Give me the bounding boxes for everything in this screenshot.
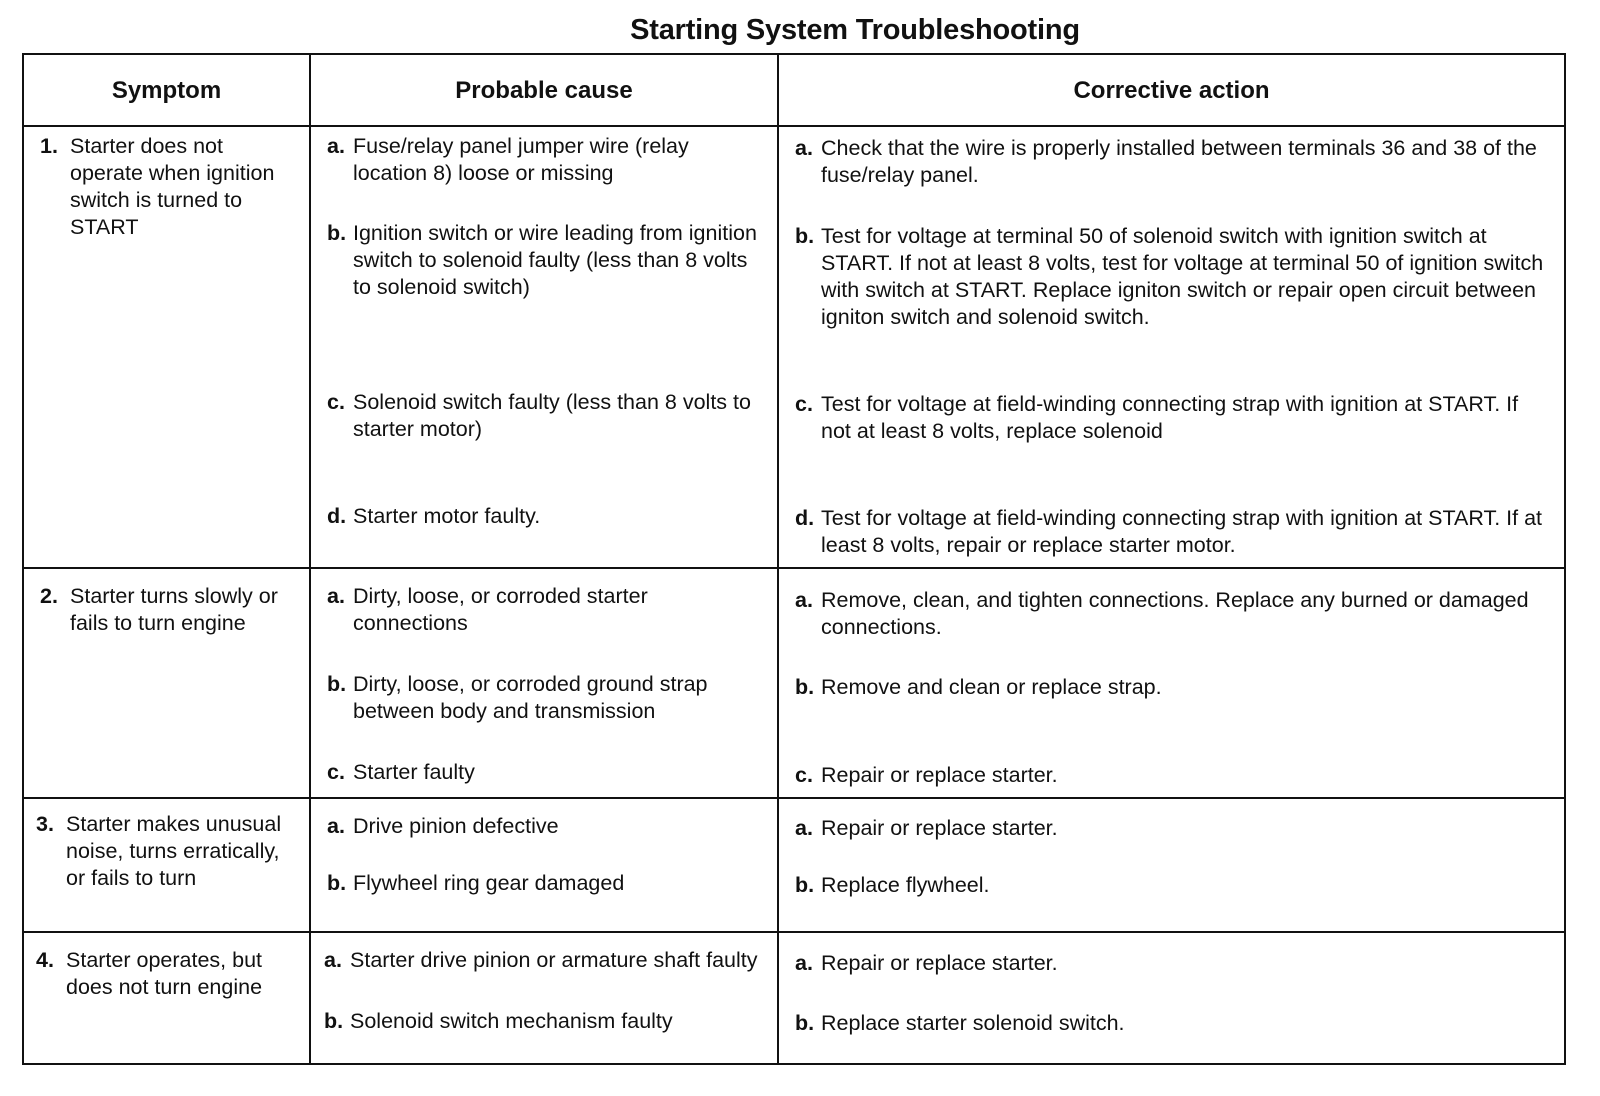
cause-text: Drive pinion defective — [353, 814, 559, 838]
row-divider — [24, 797, 1564, 799]
symptom-text: Starter makes unusual noise, turns erratically, or fails to turn — [66, 812, 282, 890]
action-text: Remove and clean or replace strap. — [821, 675, 1162, 699]
action-text: Check that the wire is properly installed between terminals 36 and 38 of the fuse/relay panel. — [821, 136, 1537, 187]
action-text: Repair or replace starter. — [821, 763, 1058, 787]
item-label: a. — [795, 588, 813, 612]
item-label: c. — [795, 763, 813, 787]
symptom-text: Starter operates, but does not turn engine — [66, 948, 263, 999]
cause-text: Starter drive pinion or armature shaft faulty — [350, 948, 758, 972]
action-cell — [795, 815, 1550, 925]
action-text: Remove, clean, and tighten connections. Replace any burned or damaged connections. — [821, 588, 1529, 639]
cause-text: Ignition switch or wire leading from ignition switch to solenoid faulty (less than 8 volts to solenoid switch) — [353, 221, 757, 299]
cause-text: Solenoid switch faulty (less than 8 volts to starter motor) — [353, 390, 751, 441]
cause-cell — [327, 583, 759, 793]
item-label: d. — [795, 506, 815, 530]
item-label: b. — [795, 224, 815, 248]
header-probable-cause: Probable cause — [455, 77, 633, 104]
item-label: b. — [795, 675, 815, 699]
cause-cell — [327, 813, 759, 925]
symptom-text: Starter turns slowly or fails to turn engine — [70, 584, 278, 635]
action-text: Repair or replace starter. — [821, 951, 1058, 975]
item-label: a. — [327, 134, 345, 158]
action-cell — [795, 950, 1550, 1060]
item-label: b. — [327, 871, 347, 895]
header-symptom: Symptom — [111, 77, 222, 104]
item-label: b. — [327, 672, 347, 696]
header-corrective-action: Corrective action — [1073, 77, 1270, 104]
item-label: c. — [327, 390, 345, 414]
cause-cell — [327, 133, 759, 563]
row-divider — [24, 567, 1564, 569]
symptom-number: 3. — [36, 812, 54, 836]
item-label: a. — [327, 814, 345, 838]
action-cell — [795, 135, 1550, 565]
cause-text: Dirty, loose, or corroded starter connections — [353, 584, 648, 635]
item-label: c. — [795, 392, 813, 416]
action-text: Replace flywheel. — [821, 873, 990, 897]
cause-text: Starter faulty — [353, 760, 475, 784]
cause-text: Solenoid switch mechanism faulty — [350, 1009, 673, 1033]
row-divider — [24, 931, 1564, 933]
item-label: c. — [327, 760, 345, 784]
item-label: a. — [795, 951, 813, 975]
item-label: b. — [324, 1009, 344, 1033]
item-label: a. — [324, 948, 342, 972]
cause-text: Dirty, loose, or corroded ground strap between body and transmission — [353, 672, 708, 723]
item-label: b. — [795, 873, 815, 897]
cause-text: Flywheel ring gear damaged — [353, 871, 625, 895]
action-text: Repair or replace starter. — [821, 816, 1058, 840]
cause-text: Fuse/relay panel jumper wire (relay location 8) loose or missing — [353, 134, 689, 185]
symptom-number: 1. — [40, 134, 58, 158]
item-label: b. — [327, 221, 347, 245]
column-divider — [777, 55, 779, 1063]
troubleshooting-table — [22, 53, 1566, 1065]
symptom-number: 4. — [36, 948, 54, 972]
action-cell — [795, 587, 1550, 793]
action-text: Replace starter solenoid switch. — [821, 1011, 1125, 1035]
page-title: Starting System Troubleshooting — [630, 14, 1080, 46]
column-divider — [309, 55, 311, 1063]
item-label: d. — [327, 504, 347, 528]
item-label: a. — [327, 584, 345, 608]
symptom-text: Starter does not operate when ignition switch is turned to START — [70, 134, 275, 239]
action-text: Test for voltage at field-winding connecting strap with ignition at START. If not at least 8 volts, replace solenoid — [821, 392, 1519, 443]
action-text: Test for voltage at field-winding connecting strap with ignition at START. If at least 8 volts, repair or replace starter motor. — [821, 506, 1543, 557]
item-label: b. — [795, 1011, 815, 1035]
cause-cell — [324, 947, 764, 1059]
item-label: a. — [795, 136, 813, 160]
symptom-number: 2. — [40, 584, 58, 608]
item-label: a. — [795, 816, 813, 840]
cause-text: Starter motor faulty. — [353, 504, 541, 528]
action-text: Test for voltage at terminal 50 of solenoid switch with ignition switch at START. If not at least 8 volts, test for voltage at terminal 50 of ignition switch with switch at START. Replace igniton switch or repair open circuit between igniton switch and solenoid switch. — [821, 224, 1544, 329]
